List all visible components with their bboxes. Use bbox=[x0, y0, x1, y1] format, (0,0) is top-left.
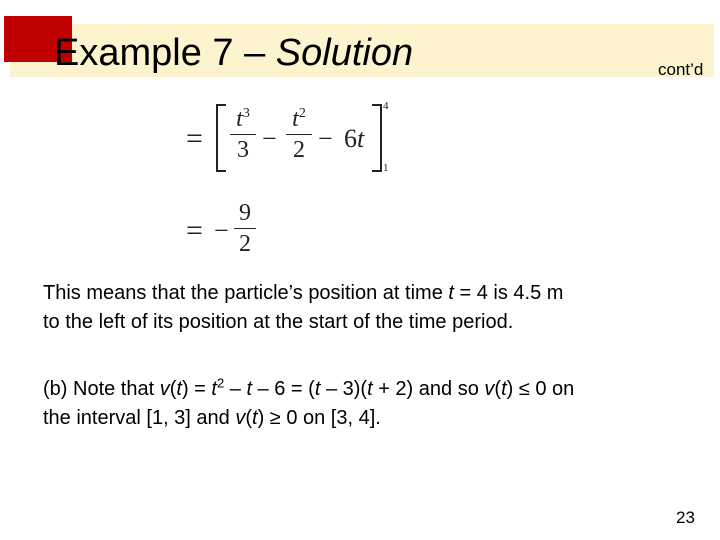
var-t: t bbox=[211, 378, 217, 400]
paragraph2-line1 bbox=[43, 375, 703, 404]
var-t: t bbox=[501, 378, 507, 400]
denominator: 2 bbox=[239, 231, 251, 257]
text-segment: ( bbox=[494, 378, 502, 400]
fraction-t3-over-3 bbox=[230, 106, 256, 163]
equals-sign: = bbox=[186, 122, 203, 155]
var-t: t bbox=[176, 378, 182, 400]
var-v: v bbox=[484, 378, 495, 400]
var-t: t bbox=[246, 378, 253, 400]
slide-title bbox=[54, 29, 413, 77]
term2-denominator: 2 bbox=[293, 137, 305, 163]
paragraph-position-meaning bbox=[43, 279, 703, 337]
exponent: 2 bbox=[216, 375, 225, 391]
minus-sign-2: − bbox=[318, 124, 333, 153]
left-bracket bbox=[216, 104, 226, 172]
fraction-9-over-2 bbox=[234, 200, 256, 257]
numerator: 9 bbox=[239, 200, 251, 226]
text-segment: the interval [1, 3] and bbox=[43, 407, 236, 429]
right-bracket bbox=[372, 104, 382, 172]
paragraph2-line2 bbox=[43, 404, 703, 433]
text-segment: (b) Note that bbox=[43, 378, 160, 400]
paragraph1-line1 bbox=[43, 279, 703, 308]
var-t: t bbox=[367, 378, 373, 400]
term2-var: t bbox=[292, 106, 299, 132]
text-segment: – 6 = ( bbox=[252, 378, 315, 400]
upper-limit: 4 bbox=[383, 100, 389, 112]
text-segment: ) ≥ 0 on [3, 4]. bbox=[257, 407, 381, 429]
term1-exponent: 3 bbox=[242, 106, 250, 121]
continued-label: cont’d bbox=[658, 60, 704, 79]
text-segment: ) = bbox=[181, 378, 212, 400]
term2-exponent: 2 bbox=[298, 106, 306, 121]
lower-limit: 1 bbox=[383, 162, 389, 174]
term1-denominator: 3 bbox=[237, 137, 249, 163]
text-segment: – 3)( bbox=[320, 378, 368, 400]
text-segment: ( bbox=[245, 407, 253, 429]
minus-sign-1: − bbox=[262, 124, 277, 153]
var-v: v bbox=[235, 407, 246, 429]
text-segment: This means that the particle’s position at time bbox=[43, 282, 449, 304]
paragraph1-line2: to the left of its position at the start of the time period. bbox=[43, 311, 514, 333]
title-main: Example 7 – bbox=[54, 32, 276, 74]
term3-var: t bbox=[357, 124, 365, 153]
negative-sign: − bbox=[214, 216, 229, 245]
text-segment: = 4 is 4.5 m bbox=[453, 282, 564, 304]
var-t: t bbox=[314, 378, 321, 400]
text-segment: ) ≤ 0 on bbox=[506, 378, 575, 400]
var-v: v bbox=[159, 378, 170, 400]
equals-sign-2: = bbox=[186, 214, 203, 247]
paragraph-part-b bbox=[43, 375, 703, 433]
equation-line-2 bbox=[186, 196, 276, 260]
text-segment: + 2) and so bbox=[372, 378, 485, 400]
fraction-t2-over-2 bbox=[286, 106, 312, 163]
text-segment: – bbox=[224, 378, 247, 400]
term3 bbox=[344, 126, 364, 152]
page-number: 23 bbox=[676, 508, 695, 527]
title-sub: Solution bbox=[275, 32, 414, 74]
var-t: t bbox=[448, 282, 454, 304]
text-segment: ( bbox=[169, 378, 177, 400]
var-t: t bbox=[252, 407, 258, 429]
term1-var: t bbox=[236, 106, 243, 132]
term3-coefficient: 6 bbox=[344, 124, 357, 153]
equation-line-1 bbox=[186, 98, 396, 176]
